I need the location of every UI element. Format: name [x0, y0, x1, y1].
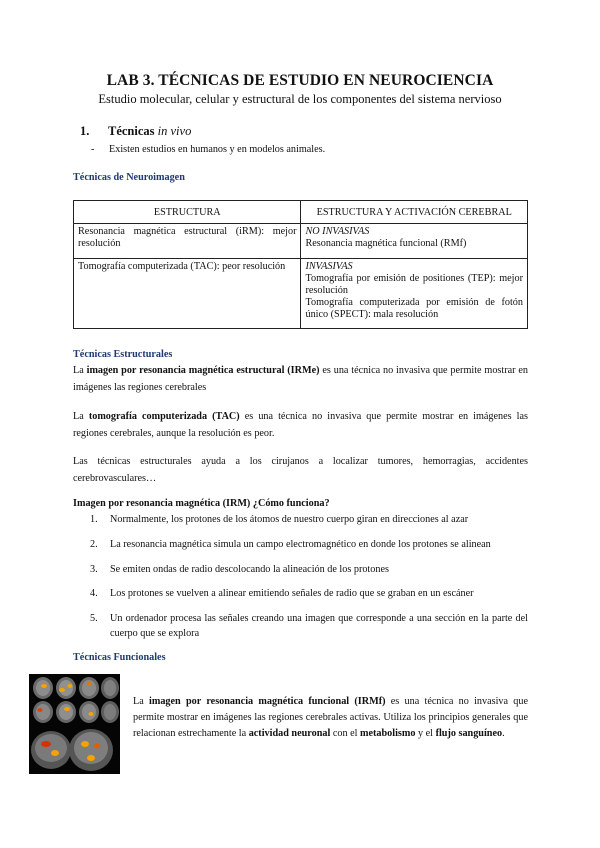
neuroimagen-heading: Técnicas de Neuroimagen: [73, 172, 185, 183]
text-run: La: [73, 365, 87, 376]
section-number: 1.: [80, 124, 90, 138]
text-run: y el: [415, 728, 436, 739]
technique-line: Resonancia magnética funcional (RMf): [305, 238, 467, 249]
paragraph-surgeons: Las técnicas estructurales ayuda a los cirujanos a localizar tumores, hemorragias, accidentes cerebrovasculares…: [73, 456, 528, 484]
list-number: 2.: [90, 539, 98, 550]
section-title: Técnicas: [108, 124, 158, 138]
bullet-text: Existen estudios en humanos y en modelos animales.: [109, 144, 326, 155]
irm-question: Imagen por resonancia magnética (IRM) ¿Cómo funciona?: [73, 498, 330, 509]
list-number: 3.: [90, 564, 98, 575]
fmri-scans: [29, 674, 120, 774]
term-actividad-neuronal: actividad neuronal: [248, 728, 331, 739]
text-run: es una técnica no invasiva que permite mostrar en imágenes las regiones cerebrales activas. Utiliza los principios generales que relacionan estrechamente la: [133, 696, 529, 739]
list-text: Los protones se vuelven a alinear emitiendo señales de radio que se graban en un escáner: [110, 588, 474, 599]
table-header-cell: ESTRUCTURA Y ACTIVACIÓN CEREBRAL: [301, 201, 528, 224]
table-header-cell: ESTRUCTURA: [74, 201, 301, 224]
estructurales-heading: Técnicas Estructurales: [73, 349, 173, 360]
list-number: 5.: [90, 613, 98, 624]
text-run: es una técnica no invasiva que permite mostrar en imágenes las regiones cerebrales: [73, 365, 528, 393]
term-irme: imagen por resonancia magnética estructural (IRMe): [86, 365, 320, 376]
term-flujo-sanguineo: flujo sanguíneo: [435, 728, 503, 739]
paragraph-tac: [73, 408, 528, 442]
paragraph-irme: [73, 362, 528, 396]
term-tac: tomografía computerizada (TAC): [88, 411, 240, 422]
page-title: LAB 3. TÉCNICAS DE ESTUDIO EN NEUROCIENCIA: [106, 72, 494, 89]
term-metabolismo: metabolismo: [360, 728, 416, 739]
technique-line: Tomografía por emisión de positiones (TEP): mejor resolución: [305, 273, 523, 296]
paragraph-irmf: [133, 694, 528, 742]
list-text: La resonancia magnética simula un campo electromagnético en donde los protones se alinean: [110, 539, 491, 550]
table-cell: [301, 224, 528, 259]
list-text: Un ordenador procesa las señales creando una imagen que corresponde a una sección en la parte del cuerpo que se explora: [110, 613, 528, 639]
text-run: es una técnica no invasiva que permite mostrar en imágenes las regiones cerebrales, aunque la resolución es peor.: [73, 411, 528, 439]
text-run: La: [133, 696, 150, 707]
table-cell: Resonancia magnética estructural (iRM): mejor resolución: [74, 224, 301, 259]
term-irmf: imagen por resonancia magnética funcional (IRMf): [149, 696, 386, 707]
list-number: 1.: [90, 514, 98, 525]
section-heading: [80, 124, 191, 139]
list-text: Normalmente, los protones de los átomos de nuestro cuerpo giran en direcciones al azar: [110, 514, 469, 525]
page-subtitle: Estudio molecular, celular y estructural de los componentes del sistema nervioso: [98, 92, 502, 106]
category-label: NO INVASIVAS: [305, 226, 370, 237]
text-run: con el: [330, 728, 360, 739]
list-number: 4.: [90, 588, 98, 599]
technique-line: Tomografía computerizada por emisión de fotón único (SPECT): mala resolución: [305, 297, 523, 320]
section-title-italic: in vivo: [157, 124, 192, 138]
table-cell: Tomografía computerizada (TAC): peor resolución: [74, 259, 301, 329]
funcionales-heading: Técnicas Funcionales: [73, 652, 166, 663]
table-header-row: [74, 201, 528, 224]
bullet-dash: -: [91, 144, 95, 155]
table-row: [74, 259, 528, 329]
category-label: INVASIVAS: [305, 261, 353, 272]
techniques-table: [73, 200, 528, 329]
text-run: La: [73, 411, 89, 422]
bullet-item: [91, 144, 325, 155]
table-cell: [301, 259, 528, 329]
table-row: [74, 224, 528, 259]
fmri-brain-image: [29, 674, 120, 774]
list-text: Se emiten ondas de radio descolocando la alineación de los protones: [110, 564, 389, 575]
text-run: .: [502, 728, 505, 739]
